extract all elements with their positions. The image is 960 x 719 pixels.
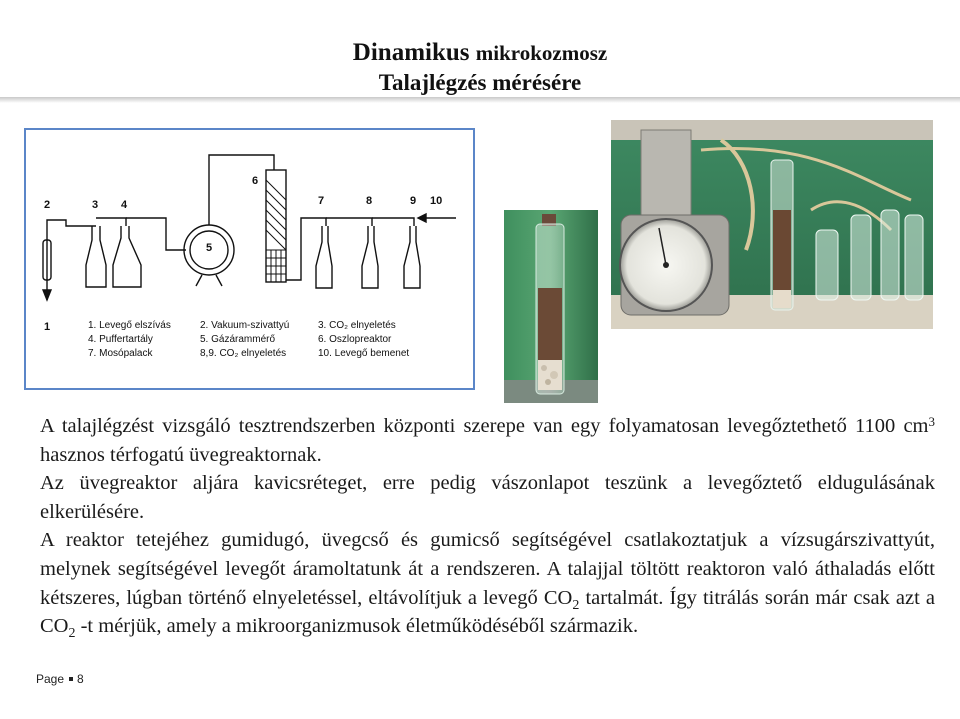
apparatus-schematic xyxy=(24,128,475,390)
title-divider xyxy=(0,97,960,103)
legend-item: 3. CO₂ elnyeletés xyxy=(318,320,396,331)
legend-item: 5. Gázárammérő xyxy=(200,334,276,345)
paragraph-1-text: A talajlégzést vizsgáló tesztrendszerben központi szerepe van egy folyamatosan levegőztethető 1100 cm xyxy=(40,415,929,437)
legend-item: 7. Mosópalack xyxy=(88,348,153,359)
legend-item: 10. Levegő bemenet xyxy=(318,348,410,359)
title-line-2: Talajlégzés mérésére xyxy=(378,70,582,95)
schematic-number: 4 xyxy=(121,199,128,211)
page-number: 8 xyxy=(77,672,84,686)
paragraph-3 xyxy=(40,526,935,640)
paragraph-1 xyxy=(40,412,935,469)
paragraph-2: Az üvegreaktor aljára kavicsréteget, erre pedig vászonlapot teszünk a levegőztető eldugulásának elkerülésére. xyxy=(40,472,935,523)
schematic-number: 6 xyxy=(252,175,259,187)
paragraph-3-text-end: -t mérjük, amely a mikroorganizmusok életműködéséből származik. xyxy=(75,615,639,638)
page-footer xyxy=(36,672,84,686)
title-small-word: mikrokozmosz xyxy=(475,41,608,65)
slide-title xyxy=(0,38,960,98)
schematic-number: 5 xyxy=(206,242,213,254)
subscript-2: 2 xyxy=(68,626,76,642)
legend-item: 4. Puffertartály xyxy=(88,334,153,345)
square-bullet-icon xyxy=(69,677,73,681)
schematic-number: 8 xyxy=(366,195,373,207)
body-text xyxy=(40,412,935,641)
schematic-number: 7 xyxy=(318,195,325,207)
legend-item: 2. Vakuum-szivattyú xyxy=(200,320,290,331)
paragraph-1-text-end: hasznos térfogatú üvegreaktornak. xyxy=(40,443,322,466)
title-line-1 xyxy=(0,38,960,68)
schematic-number: 2 xyxy=(44,199,51,211)
title-main-word: Dinamikus xyxy=(352,39,476,66)
legend-item: 1. Levegő elszívás xyxy=(88,320,171,331)
lab-setup-photo xyxy=(611,120,933,329)
paragraph-3-text: A reaktor tetejéhez gumidugó, üvegcső és gumicső segítségével csatlakoztatjuk a vízsugárszivattyút, melynek segítségével levegőt áramoltatunk át a rendszeren. A talajjal töltött reaktoron való áthaladás előtt kétszeres, lúgban történő elnyeletéssel, eltávolítjuk a levegő CO xyxy=(40,529,935,609)
schematic-number: 10 xyxy=(430,195,443,207)
schematic-number: 3 xyxy=(92,199,99,211)
page-label: Page xyxy=(36,672,65,686)
schematic-drawing xyxy=(26,130,473,388)
legend-item: 6. Oszlopreaktor xyxy=(318,334,392,345)
paragraph-3-text-mid: tartalmát. Így titrálás során már csak azt a CO xyxy=(40,586,936,638)
schematic-number: 1 xyxy=(44,321,51,333)
legend-item: 8,9. CO₂ elnyeletés xyxy=(200,348,287,359)
schematic-number: 9 xyxy=(410,195,417,207)
superscript-3: 3 xyxy=(928,414,935,429)
reactor-tube-photo xyxy=(504,210,598,403)
subscript-2: 2 xyxy=(572,597,580,613)
